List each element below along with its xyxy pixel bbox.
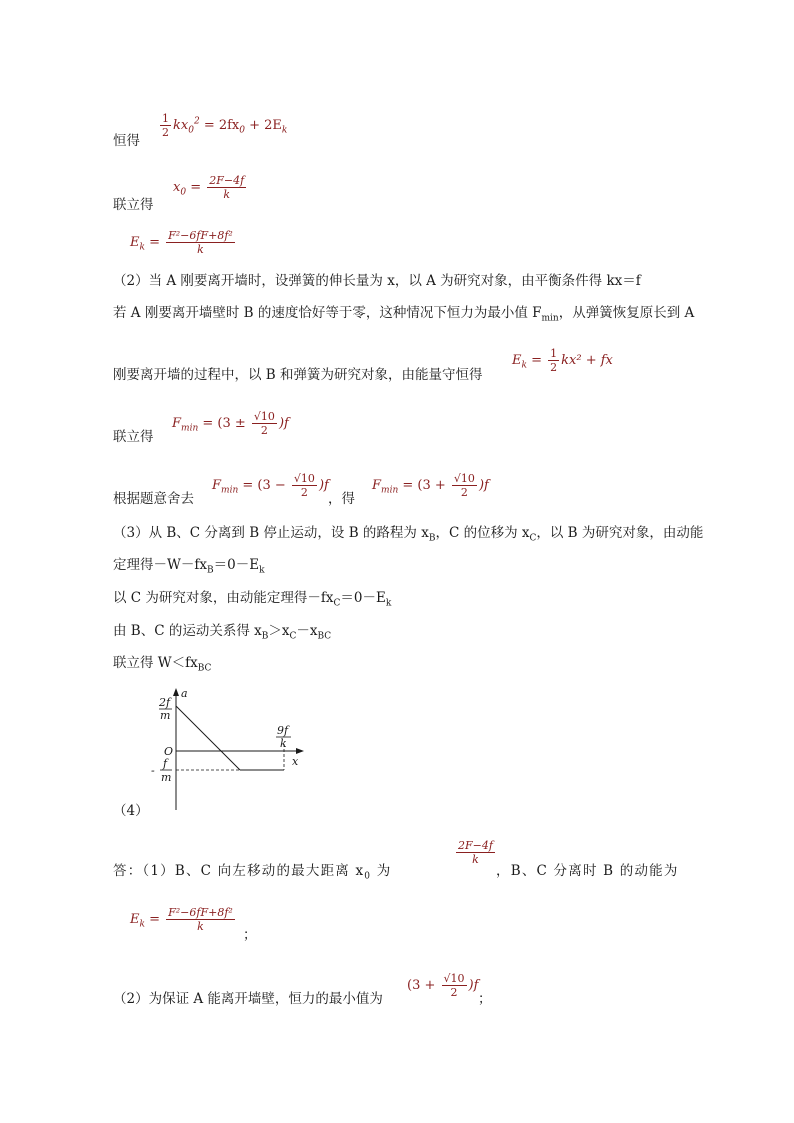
equation-answer-ek: $E_k$ = $\frac{\text{F²−6fF+8f²}}{k}$ [130, 906, 233, 933]
equation-energy-1: $\frac{1}{2}$ $kx_0^2 = 2fx_0 + 2E_k$ [162, 112, 288, 139]
graph-slope-line [176, 706, 240, 770]
graph-x-mark-den: k [280, 737, 287, 750]
graph-y-top-den: m [160, 709, 171, 722]
text-part3-line2: 定理得$-W-fx_B=0-E_k$ [113, 557, 265, 576]
equation-fmin-minus: $F_{min} = (3$ − $\frac{√10}{2}$ )f [212, 472, 329, 499]
text-part2-line2: 若 A 刚要离开墙壁时 B 的速度恰好等于零，这种情况下恒力为最小值 $F_{min}$，从弹簧恢复原长到 A [113, 305, 695, 324]
x-axis-arrow [296, 748, 304, 754]
equation-x0: $x_0$ = $\frac{2F-4f}{k}$ [173, 174, 245, 201]
graph-label-x: x [292, 755, 299, 768]
text-part2-line3: 刚要离开墙的过程中，以 B 和弹簧为研究对象，由能量守恒得 [113, 367, 483, 383]
acceleration-graph [150, 686, 320, 816]
text-hengde: 恒得 [113, 133, 140, 149]
text-answer-1a: 答：（1）B、C 向左移动的最大距离 $x_0$ 为 [113, 863, 392, 882]
graph-y-top-num: 2f [159, 696, 171, 709]
text-part3-line4: 由 B、C 的运动关系得 $x_B>x_C-x_{BC}$ [113, 623, 332, 642]
equation-fmin-plus: $F_{min} = (3$ + $\frac{√10}{2}$ )f [372, 472, 489, 499]
text-part4-label: （4） [113, 803, 149, 819]
text-lianlide-1: 联立得 [113, 197, 154, 213]
graph-y-bot-num: f [163, 757, 168, 770]
text-answer-2: （2）为保证 A 能离开墙壁，恒力的最小值为 [113, 991, 383, 1007]
text-lianlide-2: 联立得 [113, 429, 154, 445]
graph-y-bot-den: m [161, 771, 172, 784]
text-answer-semicolon-2: ； [478, 991, 492, 1007]
text-part3-line3: 以 C 为研究对象，由动能定理得$-fx_C=0-E_k$ [113, 590, 392, 609]
graph-label-a: a [181, 687, 188, 700]
equation-ek: $E_k$ = $\frac{\text{F²−6fF+8f²}}{k}$ [130, 229, 233, 256]
graph-label-origin: O [164, 745, 174, 758]
equation-answer-x0: $\frac{2F-4f}{k}$ [458, 839, 493, 866]
text-part3-line5: 联立得 $W<fx_{BC}$ [113, 655, 212, 674]
text-answer-semicolon-1: ； [243, 927, 257, 943]
text-de: ，得 [328, 491, 355, 507]
text-part2-intro: （2）当 A 刚要离开墙时，设弹簧的伸长量为 x，以 A 为研究对象，由平衡条件得 kx＝f [113, 273, 641, 289]
equation-ek-energy: $E_k$ = $\frac{1}{2}$ kx² + fx [512, 347, 613, 374]
equation-fmin-pm: $F_{min} = (3$ ± $\frac{√10}{2}$ )f [172, 410, 289, 437]
graph-x-mark-num: 9f [277, 724, 289, 737]
graph-y-bot-sign: - [151, 764, 155, 777]
y-axis-arrow [173, 688, 179, 696]
text-answer-1b: ，B、C 分离时 B 的动能为 [496, 863, 679, 879]
text-part3-line1: （3）从 B、C 分离到 B 停止运动，设 B 的路程为 $x_B$，C 的位移为 $x_C$，以 B 为研究对象，由动能 [113, 525, 704, 544]
equation-answer-fmin: (3 + $\frac{√10}{2}$ )f [407, 972, 479, 999]
text-reject: 根据题意舍去 [113, 491, 194, 507]
